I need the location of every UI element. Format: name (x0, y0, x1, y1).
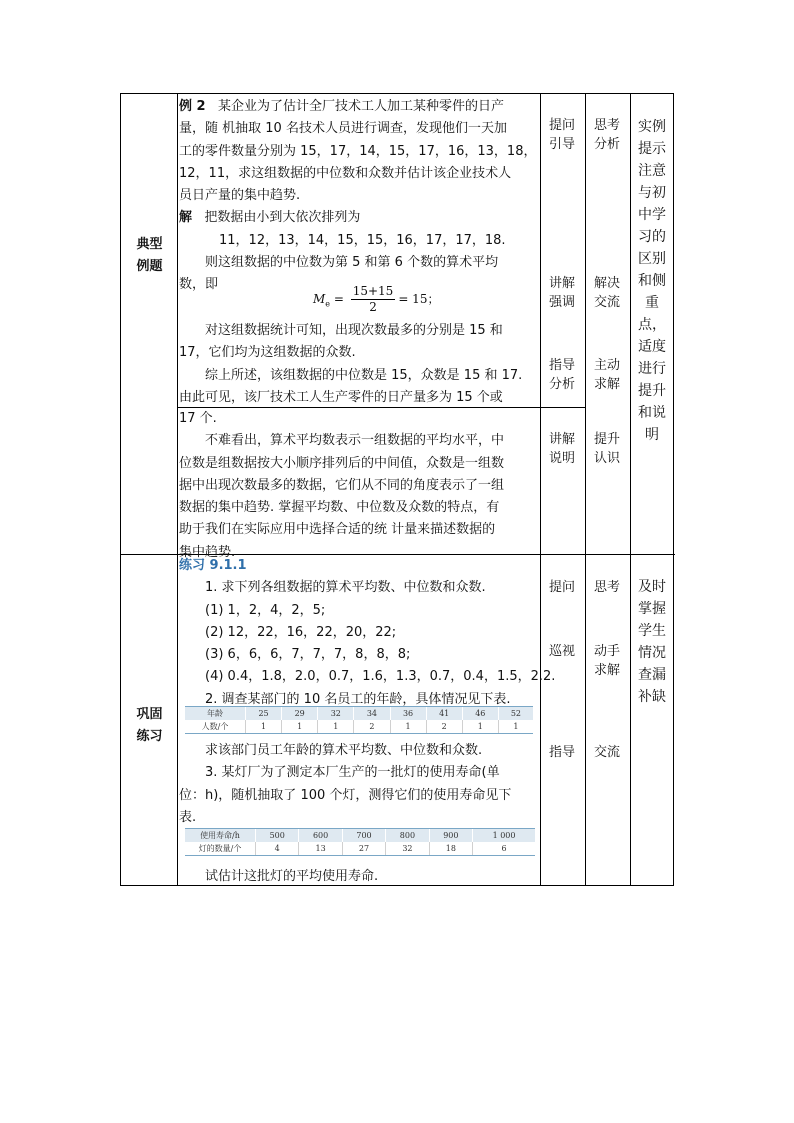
teacher-activity-6: 巡视 (548, 644, 575, 659)
intent-bottom: 及时 掌握 学生 情况 查漏 补缺 (638, 579, 666, 705)
teacher-activity-4: 讲解 说明 (548, 432, 575, 466)
age-table (185, 706, 533, 734)
section-practice-label: 巩固 练习 (136, 707, 163, 744)
teacher-activity-5: 提问 (548, 580, 575, 595)
lamp-table-body: 灯的数量/个 4 13 27 32 18 6 (185, 842, 535, 856)
practice-heading: 练习 9.1.1 (179, 558, 247, 573)
median-formula: $M_e$ = $\frac{15+15}{2}$ = 15； (313, 284, 440, 314)
age-table-head: 年龄 25 29 32 34 36 41 46 52 (185, 707, 533, 721)
section-typical-label: 典型 例题 (136, 237, 163, 274)
lesson-table (120, 93, 674, 886)
solution-label: 解 (179, 210, 193, 226)
teacher-activity-7: 指导 (548, 745, 575, 760)
age-table-body: 人数/个 1 1 1 2 1 2 1 1 (185, 720, 533, 734)
example-heading: 例 2 (179, 99, 206, 114)
lamp-table-head: 使用寿命/h 500 600 700 800 900 1 000 (185, 829, 535, 843)
intent-top: 实例 提示 注意 与初 中学 习的 区别 和侧 重 点， 适度 进行 提升 和说 明 (638, 119, 666, 443)
lamp-life-table (185, 828, 535, 856)
col-divider-3 (585, 94, 586, 885)
example-block-2: 对这组数据统计可知，出现次数最多的分别是 15 和 17，它们均为这组数据的众数. 综上所述，该组数据的中位数是 15，众数是 15 和 17. 由此可见，该厂技术工人生产零件的日产量多为 15 个或 (179, 323, 523, 405)
student-activity-5: 思考 (593, 580, 620, 595)
teacher-activity-3: 指导 分析 (548, 358, 575, 392)
formula-fraction: $\frac{15+15}{2}$ (352, 284, 394, 314)
student-activity-4: 提升 认识 (593, 432, 620, 466)
student-activity-7: 交流 (593, 745, 620, 760)
student-activity-1: 思考 分析 (593, 118, 620, 152)
practice-block-2: 求该部门员工年龄的算术平均数、中位数和众数. 3. 某灯厂为了测定本厂生产的一批灯的使用寿命(单 位：h)，随机抽取了 100 个灯，测得它们的使用寿命见下 表. (179, 743, 512, 825)
student-activity-2: 解决 交流 (593, 276, 620, 310)
col-divider-1 (177, 94, 178, 885)
practice-block-3: 试估计这批灯的平均使用寿命. (205, 869, 379, 884)
practice-block: 练习 9.1.1 1. 求下列各组数据的算术平均数、中位数和众数. (1) 1，2，4，2，5; (2) 12，22，16，22，20，22; (3) 6，6，6，7，7，7，8，8，8; (4) 0.4，1.8，2.0，0.7，1.6，1.3，0.7，0.4，1.5，2.2. 2. 调查某部门的 10 名员工的年龄，具体情况见下表. (179, 555, 539, 711)
student-activity-3: 主动 求解 (593, 358, 620, 392)
student-activity-6: 动手 求解 (593, 644, 620, 678)
col-divider-2 (540, 94, 541, 885)
teacher-activity-2: 讲解 强调 (548, 276, 575, 310)
example-block: 例 2 某企业为了估计全厂技术工人加工某种零件的日产 量，随 机抽取 10 名技术人员进行调查，发现他们一天加 工的零件数量分别为 15，17，14，15，17，16，13，18， 12，11，求这组数据的中位数和众数并估计该企业技术人 员日产量的集中趋势. 解 把数据由小到大依次排列为 11，12，13，14，15，15，16，17，17，18. 则这组数据的中位数为第 5 和第 6 个数的算术平均 数，即 (179, 99, 537, 293)
teacher-activity-1: 提问 引导 (548, 118, 575, 152)
col-divider-4 (630, 94, 631, 885)
example-block-3: 17 个. 不难看出，算术平均数表示一组数据的平均水平，中 位数是组数据按大小顺序排列后的中间值，众数是一组数 据中出现次数最多的数据，它们从不同的角度表示了一组 数据的集中趋势. 掌握平均数、中位数及众数的特点，有 助于我们在实际应用中选择合适的统 计量来描述数据的 集中趋势. (179, 411, 505, 560)
